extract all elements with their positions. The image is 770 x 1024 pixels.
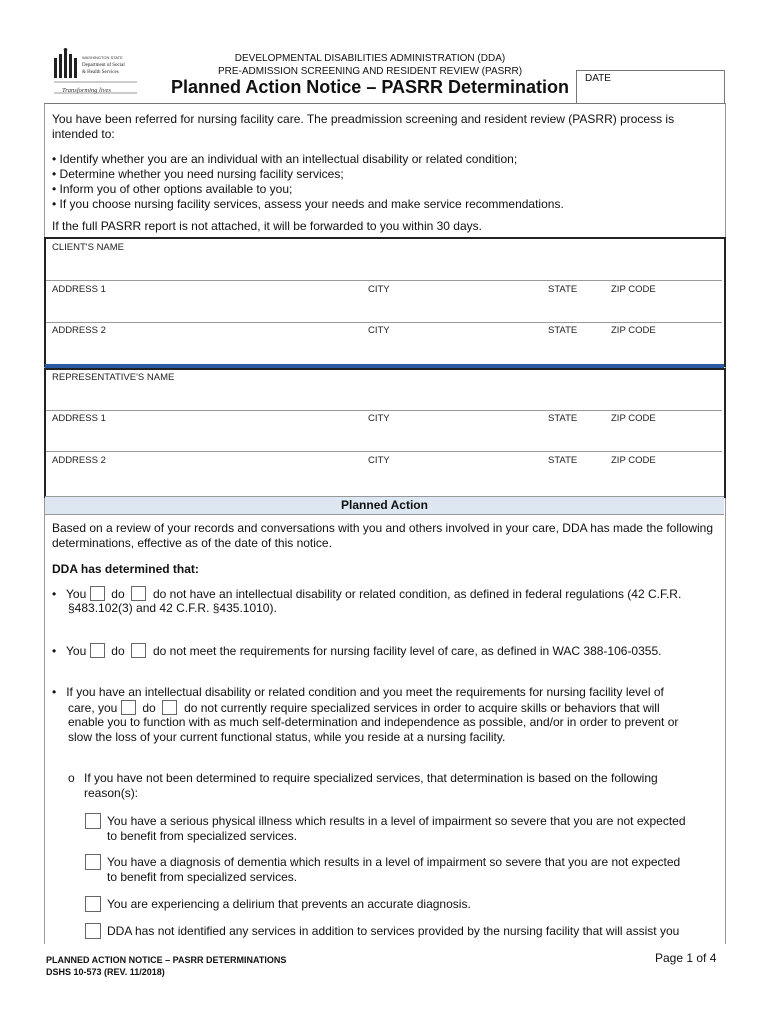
do-not-checkbox-1[interactable] xyxy=(131,586,146,601)
determination-2: • You do do not meet the requirements for nursing facility level of care, as defined in WAC 388-106-0355. xyxy=(52,644,662,658)
date-label: DATE xyxy=(585,73,611,84)
rep-address1-label: ADDRESS 1 xyxy=(52,413,106,424)
logo-text-1: WASHINGTON STATE xyxy=(82,55,123,60)
client-state2-label: STATE xyxy=(548,325,578,336)
header-program: PRE-ADMISSION SCREENING AND RESIDENT REVIEW (PASRR) xyxy=(217,66,523,77)
planned-intro: Based on a review of your records and conversations with you and others involved in your care, DDA has made the following determinations, effective as of the date of this notice. xyxy=(52,521,714,550)
intro-bullets xyxy=(52,152,716,212)
reason-dementia-cont: to benefit from specialized services. xyxy=(107,870,298,884)
you-checkbox-1[interactable] xyxy=(90,586,105,601)
reason-checkbox-dementia[interactable] xyxy=(85,854,101,870)
reason-physical-illness: You have a serious physical illness which results in a level of impairment so severe that you are not expected xyxy=(107,814,686,828)
rep-city2-label: CITY xyxy=(368,455,390,466)
reason-dementia: You have a diagnosis of dementia which results in a level of impairment so severe that you are not expected xyxy=(107,855,681,869)
you-checkbox-2[interactable] xyxy=(90,643,105,658)
specialized-services-reason-intro: If you have not been determined to require specialized services, that determination is based on the following xyxy=(84,771,658,785)
logo-tagline: Transforming lives xyxy=(62,87,111,94)
client-city2-label: CITY xyxy=(368,325,390,336)
client-city1-label: CITY xyxy=(368,284,390,295)
determination-1: • You do do not have an intellectual disability or related condition, as defined in federal regulations (42 C.F.R. xyxy=(52,587,682,601)
reason-checkbox-no-services[interactable] xyxy=(85,923,101,939)
intro-bullet: • If you choose nursing facility services, assess your needs and make service recommendations. xyxy=(52,197,564,211)
do-not-checkbox-3[interactable] xyxy=(162,700,177,715)
page-number: Page 1 of 4 xyxy=(655,951,717,965)
footer-form-number: DSHS 10-573 (REV. 11/2018) xyxy=(46,967,165,977)
determination-1-cont: §483.102(3) and 42 C.F.R. §435.1010). xyxy=(68,601,277,615)
representative-name-label: REPRESENTATIVE'S NAME xyxy=(52,372,175,383)
determination-3-line2: care, you do do not currently require specialized services in order to acquire skills or behaviors that will xyxy=(68,701,660,715)
rep-state2-label: STATE xyxy=(548,455,578,466)
reason-physical-illness-cont: to benefit from specialized services. xyxy=(107,829,298,843)
intro-paragraph: You have been referred for nursing facility care. The preadmission screening and resident review (PASRR) process is intended to: xyxy=(52,112,675,141)
do-not-checkbox-2[interactable] xyxy=(131,643,146,658)
client-zip2-label: ZIP CODE xyxy=(611,325,656,336)
determined-heading: DDA has determined that: xyxy=(52,562,199,576)
reason-no-services: DDA has not identified any services in addition to services provided by the nursing facility that will assist you xyxy=(107,924,680,938)
client-name-field[interactable] xyxy=(46,254,720,279)
intro-bullet: • Identify whether you are an individual with an intellectual disability or related condition; xyxy=(52,152,518,166)
determination-3-line3: enable you to function with as much self-determination and independence as possible, and/or in order to prevent or xyxy=(68,715,679,729)
sub-bullet-marker: o xyxy=(68,771,75,785)
reason-checkbox-physical-illness[interactable] xyxy=(85,813,101,829)
reason-delirium: You are experiencing a delirium that prevents an accurate diagnosis. xyxy=(107,897,471,911)
determination-3-line4: slow the loss of your current functional status, while you reside at a nursing facility. xyxy=(68,730,506,744)
planned-action-heading: Planned Action xyxy=(45,496,724,515)
you-checkbox-3[interactable] xyxy=(121,700,136,715)
determination-3: • If you have an intellectual disability or related condition and you meet the requirements for nursing facility level of xyxy=(52,685,664,699)
rep-city1-label: CITY xyxy=(368,413,390,424)
client-zip1-label: ZIP CODE xyxy=(611,284,656,295)
representative-name-field[interactable] xyxy=(46,384,720,409)
specialized-services-reason-intro-cont: reason(s): xyxy=(84,786,139,800)
intro-bullet: • Inform you of other options available to you; xyxy=(52,182,293,196)
client-address2-label: ADDRESS 2 xyxy=(52,325,106,336)
intro-bullet: • Determine whether you need nursing facility services; xyxy=(52,167,344,181)
header-agency: DEVELOPMENTAL DISABILITIES ADMINISTRATION (DDA) xyxy=(234,53,506,64)
logo-text-2: Department of Social xyxy=(82,63,125,68)
rep-zip2-label: ZIP CODE xyxy=(611,455,656,466)
client-address1-label: ADDRESS 1 xyxy=(52,284,106,295)
footer-form-title: PLANNED ACTION NOTICE – PASRR DETERMINATIONS xyxy=(46,955,287,965)
logo-text-3: & Health Services xyxy=(82,70,119,75)
rep-state1-label: STATE xyxy=(548,413,578,424)
client-state1-label: STATE xyxy=(548,284,578,295)
page-title: Planned Action Notice – PASRR Determination xyxy=(170,77,570,97)
reason-checkbox-delirium[interactable] xyxy=(85,896,101,912)
report-notice: If the full PASRR report is not attached, it will be forwarded to you within 30 days. xyxy=(52,219,482,233)
rep-zip1-label: ZIP CODE xyxy=(611,413,656,424)
client-name-label: CLIENT'S NAME xyxy=(52,242,125,253)
rep-address2-label: ADDRESS 2 xyxy=(52,455,106,466)
